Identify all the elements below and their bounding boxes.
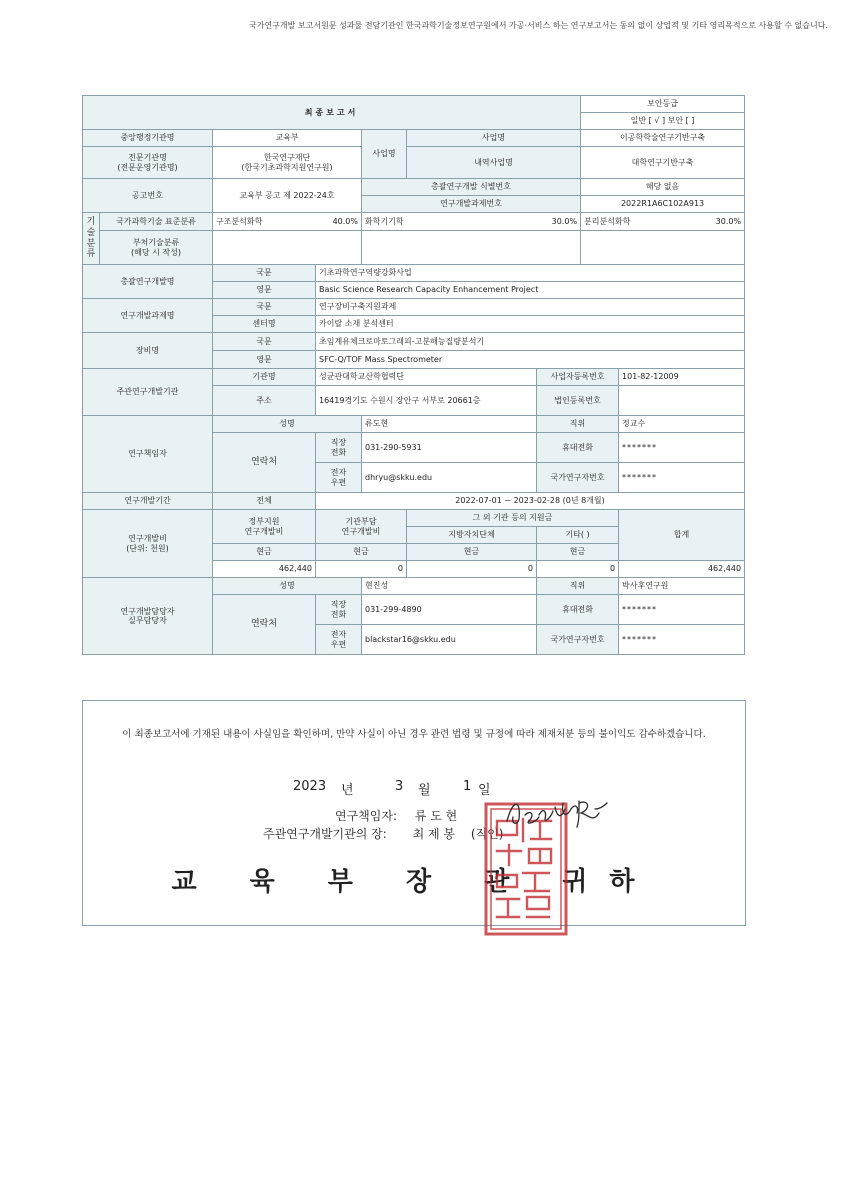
total-kor-label: 국문 [213, 265, 316, 282]
budget-local-cash-label: 현금 [407, 544, 537, 561]
tech-class-2 [362, 213, 581, 231]
pi-mobile-label: 휴대전화 [537, 433, 619, 463]
date-month-unit: 월 [418, 783, 431, 798]
staff-natid-label: 국가연구자번호 [537, 625, 619, 655]
signature [503, 793, 613, 833]
center-label: 센터명 [213, 316, 316, 333]
pi-sign-label: 연구책임자: [335, 809, 398, 823]
host-org: 성균관대학교산학협력단 [316, 369, 537, 386]
period-all-label: 전체 [213, 493, 316, 510]
date-month: 3 [395, 779, 404, 794]
pi-email: dhryu@skku.edu [362, 463, 537, 493]
host-label: 주관연구개발기관 [83, 369, 213, 416]
period-value: 2022-07-01 ~ 2023-02-28 (0년 8개월) [316, 493, 745, 510]
equip-kor: 초임계유체크로마토그래피-고분해능질량분석기 [316, 333, 745, 351]
usage-notice: 국가연구개발 보고서원문 성과물 전담기관인 한국과학기술정보연구원에서 가공·서비스 하는 연구보고서는 동의 없이 상업적 및 기타 영리목적으로 사용할 수 없습니다. [249, 21, 828, 30]
period-label: 연구개발기간 [83, 493, 213, 510]
tech-class-3-name: 분리분석화학 [584, 216, 631, 226]
security-value: 일반 [ √ ] 보안 [ ] [581, 113, 745, 130]
staff-natid: ******* [619, 625, 745, 655]
total-id-label: 총괄연구개발 식별번호 [362, 179, 581, 196]
biz-name-value: 이공학학술연구기반구축 [581, 130, 745, 147]
budget-gov-cash: 462,440 [213, 561, 316, 578]
host-org-label: 기관명 [213, 369, 316, 386]
budget-total: 462,440 [619, 561, 745, 578]
host-addr: 16419경기도 수원시 장안구 서부로 20661층 [316, 386, 537, 416]
budget-label: 연구개발비 (단위: 천원) [83, 510, 213, 578]
date-year-unit: 년 [341, 783, 354, 798]
budget-other-label: 그 외 기관 등의 지원금 [407, 510, 619, 527]
total-id-value: 해당 없음 [581, 179, 745, 196]
report-title: 최종보고서 [83, 96, 581, 130]
budget-inst-label: 기관부담 연구개발비 [316, 510, 407, 544]
budget-etc-cash-label: 현금 [537, 544, 619, 561]
pi-pos-label: 직위 [537, 416, 619, 433]
agency-value: 한국연구재단 (한국기초과학지원연구원) [213, 147, 362, 179]
dept-tech-label: 부처기술분류 (해당 시 작성) [100, 231, 213, 265]
tech-class-3-pct: 30.0% [715, 216, 742, 226]
host-bizno: 101-82-12009 [619, 369, 745, 386]
tech-group-label: 기 술 분 류 [83, 213, 100, 265]
total-program-eng: Basic Science Research Capacity Enhancement Project [316, 282, 745, 299]
announce-label: 공고번호 [83, 179, 213, 213]
staff-label: 연구개발담당자 실무담당자 [83, 578, 213, 655]
staff-email-label: 전자 우편 [316, 625, 362, 655]
staff-mobile: ******* [619, 595, 745, 625]
pi-mobile: ******* [619, 433, 745, 463]
head-sign-label: 주관연구개발기관의 장: [263, 827, 387, 841]
budget-sum-label: 합계 [619, 510, 745, 561]
pi-natid: ******* [619, 463, 745, 493]
total-program-kor: 기초과학연구역량강화사업 [316, 265, 745, 282]
tech-std-label: 국가과학기술 표준분류 [100, 213, 213, 231]
host-corpno-label: 법인등록번호 [537, 386, 619, 416]
task-name-label: 연구개발과제명 [83, 299, 213, 333]
dept-tech-cell-1 [213, 231, 362, 265]
host-addr-label: 주소 [213, 386, 316, 416]
budget-inst-cash-label: 현금 [316, 544, 407, 561]
head-sign-name: 최 제 봉 [412, 827, 456, 841]
date-year: 2023 [293, 779, 327, 794]
ministry-label: 중앙행정기관명 [83, 130, 213, 147]
pi-pos: 정교수 [619, 416, 745, 433]
pi-contact-label: 연락처 [213, 433, 316, 493]
dept-tech-cell-3 [581, 231, 745, 265]
budget-etc-label: 기타( ) [537, 527, 619, 544]
pi-name-label: 성명 [213, 416, 362, 433]
total-eng-label: 영문 [213, 282, 316, 299]
staff-name: 현진성 [362, 578, 537, 595]
pi-natid-label: 국가연구자번호 [537, 463, 619, 493]
sub-biz-label: 내역사업명 [407, 147, 581, 179]
budget-inst-cash: 0 [316, 561, 407, 578]
tech-class-1-name: 구조분석화학 [216, 216, 263, 226]
staff-pos-label: 직위 [537, 578, 619, 595]
tech-class-2-name: 화학기기학 [365, 216, 404, 226]
task-id-label: 연구개발과제번호 [362, 196, 581, 213]
budget-local-label: 지방자치단체 [407, 527, 537, 544]
equip-label: 장비명 [83, 333, 213, 369]
pi-phone-label: 직장 전화 [316, 433, 362, 463]
biz-label: 사업명 [362, 130, 407, 179]
center-name: 카이랄 소재 분석센터 [316, 316, 745, 333]
host-bizno-label: 사업자등록번호 [537, 369, 619, 386]
staff-contact-label: 연락처 [213, 595, 316, 655]
staff-phone: 031-299-4890 [362, 595, 537, 625]
announce-value: 교육부 공고 제 2022-24호 [213, 179, 362, 213]
tech-class-1 [213, 213, 362, 231]
budget-gov-label: 정부지원 연구개발비 [213, 510, 316, 544]
confirmation-box [82, 700, 746, 926]
pi-label: 연구책임자 [83, 416, 213, 493]
date-day: 1 [463, 779, 472, 794]
host-corpno [619, 386, 745, 416]
equip-kor-label: 국문 [213, 333, 316, 351]
pi-phone: 031-290-5931 [362, 433, 537, 463]
equip-eng: SFC-Q/TOF Mass Spectrometer [316, 351, 745, 369]
budget-gov-cash-label: 현금 [213, 544, 316, 561]
staff-name-label: 성명 [213, 578, 362, 595]
confirmation-text: 이 최종보고서에 기재된 내용이 사실임을 확인하며, 만약 사실이 아닌 경우 관련 법령 및 규정에 따라 제재처분 등의 불이익도 감수하겠습니다. [122, 729, 706, 740]
staff-email: blackstar16@skku.edu [362, 625, 537, 655]
ministry-value: 교육부 [213, 130, 362, 147]
pi-sign-row [335, 807, 457, 824]
head-seal-text: (직인) [470, 827, 504, 841]
task-name-kor: 연구장비구축지원과제 [316, 299, 745, 316]
dept-tech-cell-2 [362, 231, 581, 265]
addressee: 교 육 부 장 관 귀하 [171, 867, 657, 897]
pi-sign-name: 류 도 현 [414, 809, 458, 823]
budget-etc-cash: 0 [537, 561, 619, 578]
date-day-unit: 일 [478, 783, 491, 798]
budget-local-cash: 0 [407, 561, 537, 578]
agency-label: 전문기관명 (전문운영기관명) [83, 147, 213, 179]
staff-pos: 박사후연구원 [619, 578, 745, 595]
security-label: 보안등급 [581, 96, 745, 113]
sub-biz-value: 대학연구기반구축 [581, 147, 745, 179]
total-program-label: 총괄연구개발명 [83, 265, 213, 299]
pi-email-label: 전자 우편 [316, 463, 362, 493]
task-kor-label: 국문 [213, 299, 316, 316]
biz-name-label: 사업명 [407, 130, 581, 147]
report-form [82, 95, 745, 655]
staff-phone-label: 직장 전화 [316, 595, 362, 625]
tech-class-3 [581, 213, 745, 231]
pi-name: 류도현 [362, 416, 537, 433]
tech-class-1-pct: 40.0% [332, 216, 358, 226]
equip-eng-label: 영문 [213, 351, 316, 369]
staff-mobile-label: 휴대전화 [537, 595, 619, 625]
head-sign-row [263, 825, 503, 842]
tech-class-2-pct: 30.0% [551, 216, 578, 226]
task-id-value: 2022R1A6C102A913 [581, 196, 745, 213]
